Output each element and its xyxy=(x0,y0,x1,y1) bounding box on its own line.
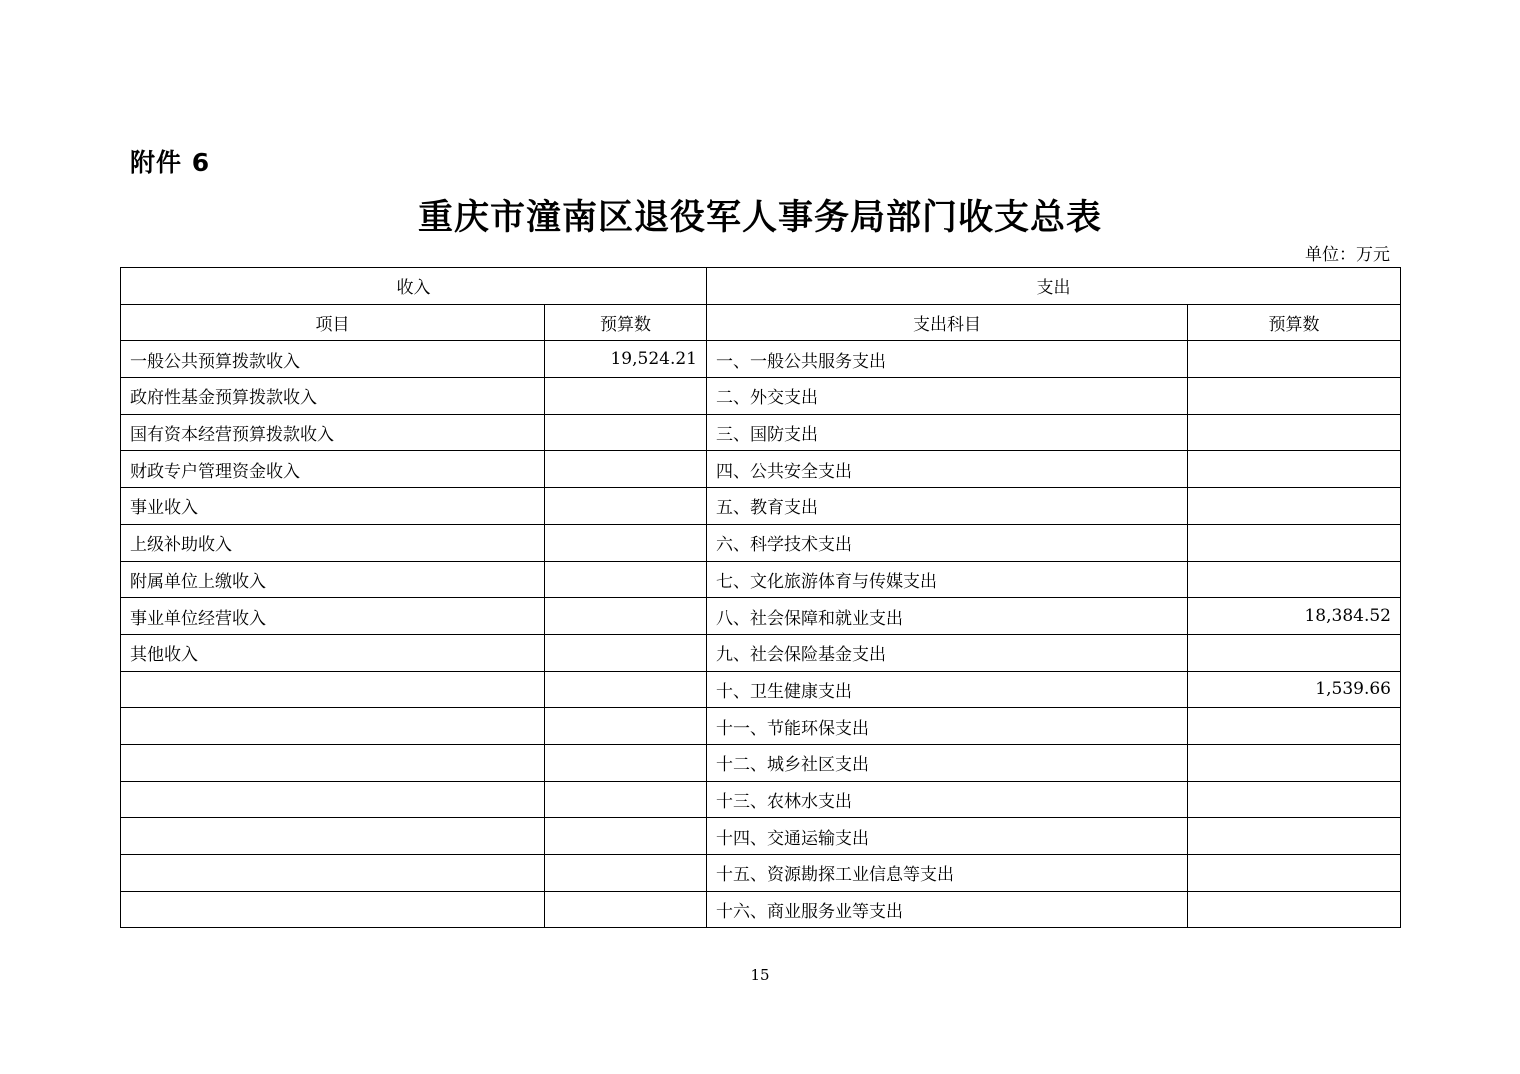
income-amount-cell xyxy=(545,524,707,561)
income-item-cell xyxy=(121,818,545,855)
table-row xyxy=(121,524,1401,561)
income-item-cell: 政府性基金预算拨款收入 xyxy=(121,378,545,415)
table-row xyxy=(121,378,1401,415)
column-header-row xyxy=(121,304,1401,341)
expense-item-cell: 十四、交通运输支出 xyxy=(707,818,1188,855)
table-row xyxy=(121,818,1401,855)
table-row xyxy=(121,341,1401,378)
expense-item-cell: 五、教育支出 xyxy=(707,488,1188,525)
table-row xyxy=(121,671,1401,708)
group-header-row xyxy=(121,268,1401,305)
table-row xyxy=(121,891,1401,928)
table-row xyxy=(121,855,1401,892)
table-row xyxy=(121,451,1401,488)
table-row xyxy=(121,781,1401,818)
table-row xyxy=(121,708,1401,745)
income-amount-cell xyxy=(545,671,707,708)
expense-amount-cell: 1,539.66 xyxy=(1188,671,1401,708)
expense-item-cell: 九、社会保险基金支出 xyxy=(707,634,1188,671)
income-amount-cell xyxy=(545,855,707,892)
expense-amount-cell xyxy=(1188,378,1401,415)
table-row xyxy=(121,561,1401,598)
income-item-header: 项目 xyxy=(121,304,545,341)
expense-item-cell: 十一、节能环保支出 xyxy=(707,708,1188,745)
income-amount-cell xyxy=(545,488,707,525)
expense-item-cell: 二、外交支出 xyxy=(707,378,1188,415)
income-amount-cell xyxy=(545,781,707,818)
expense-item-header: 支出科目 xyxy=(707,304,1188,341)
expense-amount-cell xyxy=(1188,744,1401,781)
expense-item-cell: 七、文化旅游体育与传媒支出 xyxy=(707,561,1188,598)
table-row xyxy=(121,598,1401,635)
expense-amount-cell xyxy=(1188,708,1401,745)
income-amount-cell xyxy=(545,634,707,671)
income-group-header: 收入 xyxy=(121,268,707,305)
expense-item-cell: 六、科学技术支出 xyxy=(707,524,1188,561)
income-item-cell: 财政专户管理资金收入 xyxy=(121,451,545,488)
income-amount-cell xyxy=(545,561,707,598)
income-amount-cell xyxy=(545,891,707,928)
income-amount-cell xyxy=(545,378,707,415)
income-item-cell xyxy=(121,781,545,818)
income-item-cell xyxy=(121,891,545,928)
expense-amount-cell xyxy=(1188,634,1401,671)
expense-amount-cell xyxy=(1188,414,1401,451)
expense-amount-cell xyxy=(1188,818,1401,855)
income-amount-cell xyxy=(545,708,707,745)
expense-item-cell: 一、一般公共服务支出 xyxy=(707,341,1188,378)
table-body xyxy=(121,341,1401,928)
expense-item-cell: 十五、资源勘探工业信息等支出 xyxy=(707,855,1188,892)
expense-amount-cell xyxy=(1188,855,1401,892)
expense-item-cell: 十、卫生健康支出 xyxy=(707,671,1188,708)
table-row xyxy=(121,634,1401,671)
expense-amount-header: 预算数 xyxy=(1188,304,1401,341)
income-item-cell xyxy=(121,744,545,781)
expense-item-cell: 八、社会保障和就业支出 xyxy=(707,598,1188,635)
unit-label: 单位：万元 xyxy=(1305,245,1390,265)
document-title: 重庆市潼南区退役军人事务局部门收支总表 xyxy=(417,197,1102,238)
income-amount-cell xyxy=(545,744,707,781)
expense-amount-cell xyxy=(1188,891,1401,928)
income-amount-cell xyxy=(545,598,707,635)
income-item-cell: 事业收入 xyxy=(121,488,545,525)
income-amount-cell xyxy=(545,451,707,488)
income-item-cell: 其他收入 xyxy=(121,634,545,671)
income-item-cell: 附属单位上缴收入 xyxy=(121,561,545,598)
attachment-label: 附件 6 xyxy=(130,148,211,177)
expense-item-cell: 十三、农林水支出 xyxy=(707,781,1188,818)
expense-amount-cell xyxy=(1188,341,1401,378)
income-item-cell xyxy=(121,671,545,708)
expense-amount-cell xyxy=(1188,561,1401,598)
income-item-cell: 上级补助收入 xyxy=(121,524,545,561)
income-item-cell xyxy=(121,855,545,892)
table-row xyxy=(121,488,1401,525)
table-row xyxy=(121,414,1401,451)
income-item-cell: 国有资本经营预算拨款收入 xyxy=(121,414,545,451)
table-row xyxy=(121,744,1401,781)
expense-item-cell: 四、公共安全支出 xyxy=(707,451,1188,488)
income-amount-header: 预算数 xyxy=(545,304,707,341)
income-amount-cell: 19,524.21 xyxy=(545,341,707,378)
income-expense-summary-table xyxy=(120,267,1401,928)
expense-group-header: 支出 xyxy=(707,268,1401,305)
income-item-cell xyxy=(121,708,545,745)
income-item-cell: 事业单位经营收入 xyxy=(121,598,545,635)
expense-item-cell: 十二、城乡社区支出 xyxy=(707,744,1188,781)
expense-amount-cell xyxy=(1188,488,1401,525)
expense-amount-cell xyxy=(1188,451,1401,488)
income-amount-cell xyxy=(545,818,707,855)
expense-amount-cell xyxy=(1188,781,1401,818)
expense-amount-cell: 18,384.52 xyxy=(1188,598,1401,635)
expense-amount-cell xyxy=(1188,524,1401,561)
income-item-cell: 一般公共预算拨款收入 xyxy=(121,341,545,378)
page-number: 15 xyxy=(750,966,770,984)
expense-item-cell: 十六、商业服务业等支出 xyxy=(707,891,1188,928)
expense-item-cell: 三、国防支出 xyxy=(707,414,1188,451)
income-amount-cell xyxy=(545,414,707,451)
